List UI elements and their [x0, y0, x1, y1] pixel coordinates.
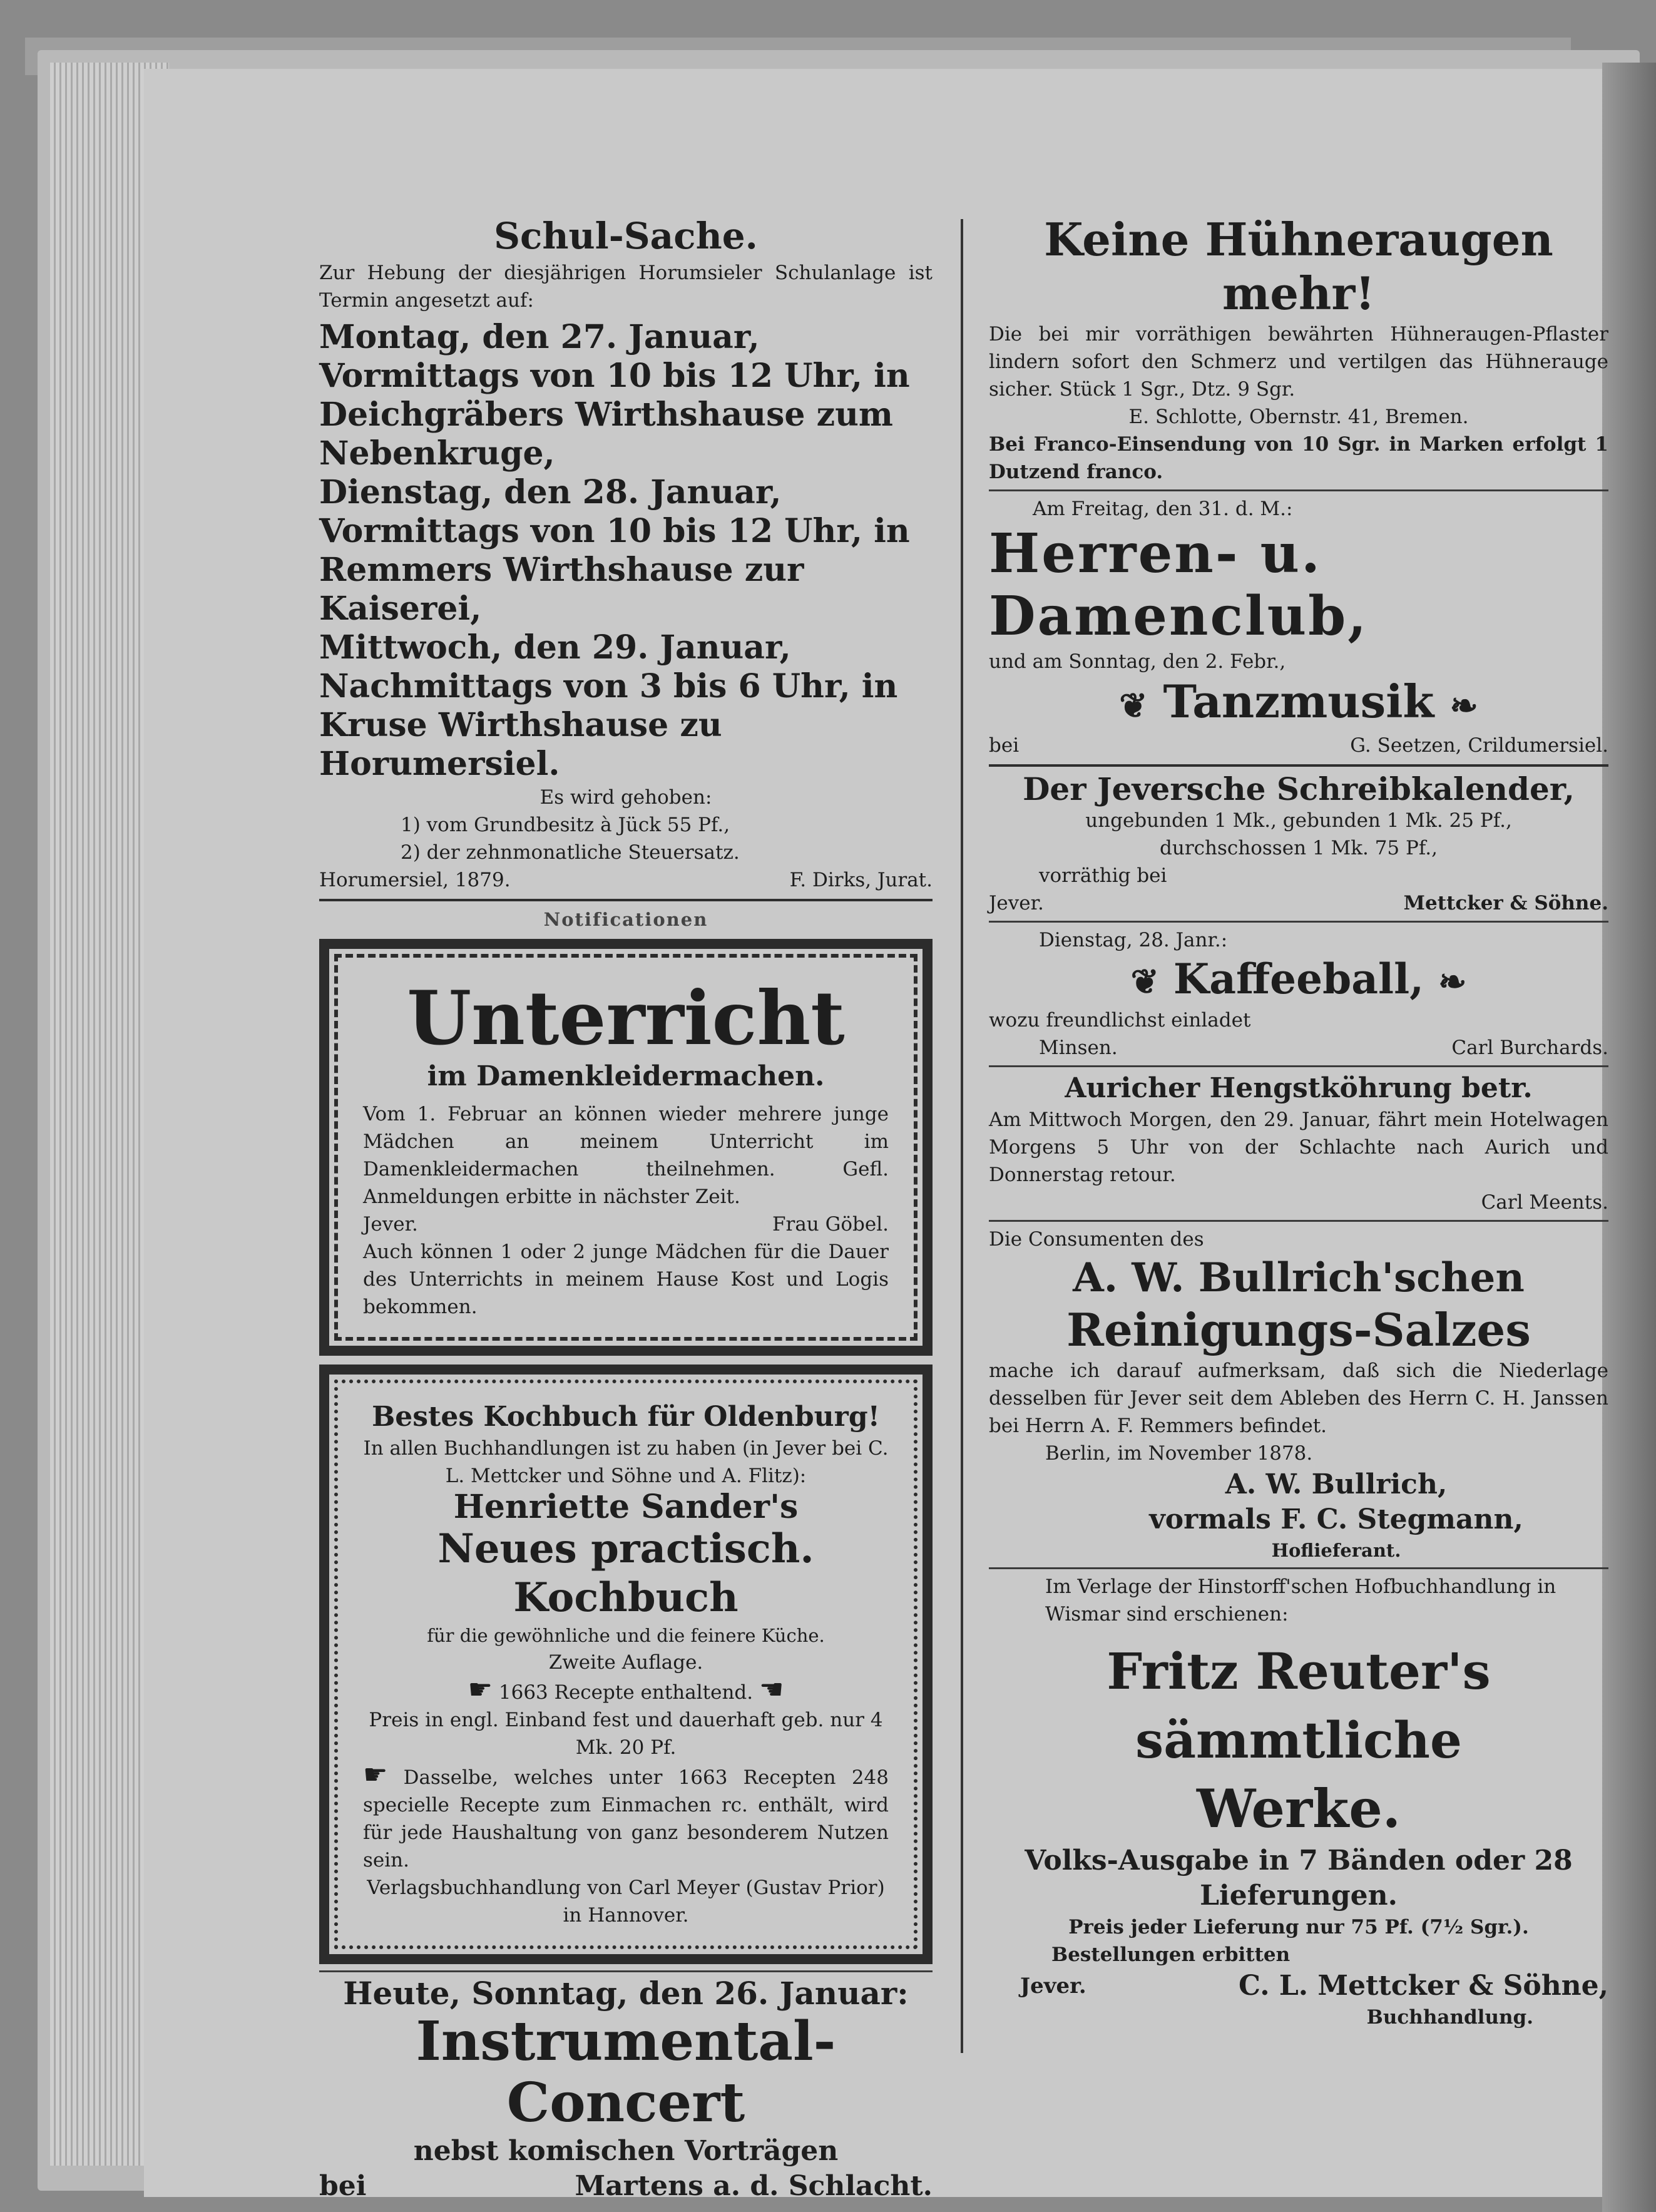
concert-title: Instrumental-Concert [416, 2010, 836, 2134]
bullrich-body: mache ich darauf aufmerksam, daß sich die Niederlage desselben für Jever seit dem Ableben des Herrn C. H. Janssen bei Herrn A. F. Remmers befindet. [989, 1359, 1608, 1437]
club-sunday: und am Sonntag, den 2. Febr., [989, 650, 1286, 673]
unterricht-ad [319, 939, 933, 1356]
reuter-seller-line [989, 1969, 1608, 2004]
kaffee-title: Kaffeeball, [1173, 955, 1424, 1003]
kochbuch-ad [319, 1365, 933, 1964]
bullrich-ad [989, 1226, 1608, 1564]
huehner-body: Die bei mir vorräthigen bewährten Hühneraugen-Pflaster lindern sofort den Schmerz und vertilgen das Hühnerauge sicher. Stück 1 Sgr., Dtz. 9 Sgr. [989, 323, 1608, 401]
huehner-title: Keine Hühneraugen mehr! [1044, 213, 1553, 320]
reuter-orders: Bestellungen erbitten [1051, 1943, 1291, 1966]
notificationen-heading: Notificationen [543, 909, 708, 930]
bullrich-former: vormals F. C. Stegmann, [1149, 1503, 1523, 1535]
unterricht-extra: Auch können 1 oder 2 junge Mädchen für die Dauer des Unterrichts in meinem Hause Kost und Logis bekommen. [363, 1241, 889, 1318]
concert-bei: bei [319, 2170, 367, 2202]
pointing-hand-icon: ☚ [759, 1674, 784, 1706]
pointing-hand-icon: ☛ [468, 1674, 493, 1706]
club-host-line [989, 732, 1608, 759]
schreibkalender-ad [989, 772, 1608, 917]
concert-place: Martens a. d. Schlacht. [575, 2170, 933, 2202]
hengstkoehrung-ad [989, 1071, 1608, 1216]
kochbuch-author: Henriette Sander's [453, 1488, 799, 1526]
schul-term-1: Montag, den 27. Januar, Vormittags von 10 bis 12 Uhr, in Deichgräbers Wirthshause zum Nebenkruge, [319, 318, 910, 473]
schul-place: Horumersiel, 1879. [319, 869, 511, 891]
unterricht-body: Vom 1. Februar an können wieder mehrere junge Mädchen an meinem Unterricht im Damenkleidermachen theilnehmen. Gefl. Anmeldungen erbitte in nächster Zeit. [363, 1103, 889, 1208]
kalender-avail: vorräthig bei [1039, 864, 1167, 887]
schul-signer: F. Dirks, Jurat. [789, 869, 933, 891]
kochbuch-recipes: 1663 Recepte enthaltend. [498, 1681, 754, 1704]
kochbuch-availability: In allen Buchhandlungen ist zu haben (in Jever bei C. L. Mettcker und Söhne und A. Flitz): [363, 1437, 889, 1487]
reuter-price: Preis jeder Lieferung nur 75 Pf. (7½ Sgr.). [1068, 1916, 1529, 1938]
schul-item-1: 1) vom Grundbesitz à Jück 55 Pf., [401, 814, 730, 836]
hengst-title: Auricher Hengstköhrung betr. [1065, 1072, 1533, 1104]
bullrich-title-2: Reinigungs-Salzes [1066, 1303, 1531, 1356]
rule [989, 489, 1608, 491]
schul-term-2: Dienstag, den 28. Januar, Vormittags von 10 bis 12 Uhr, in Remmers Wirthshause zur Kaiserei, [319, 473, 910, 628]
club-bei: bei [989, 734, 1020, 757]
hengst-body: Am Mittwoch Morgen, den 29. Januar, fährt mein Hotelwagen Morgens 5 Uhr von der Schlachte nach Aurich und Donnerstag retour. [989, 1109, 1608, 1186]
unterricht-signer: Frau Göbel. [772, 1213, 889, 1236]
unterricht-title: Unterricht [407, 975, 845, 1062]
rule [989, 764, 1608, 767]
kaffee-title-line [989, 954, 1608, 1006]
kaffeeball-ad [989, 926, 1608, 1062]
kochbuch-recipes-line [363, 1676, 889, 1706]
kaffee-invite: wozu freundlichst einladet [989, 1009, 1251, 1032]
flourish-right-icon: ❧ [1438, 961, 1467, 1001]
kaffee-host: Carl Burchards. [1451, 1037, 1608, 1059]
kochbuch-book: Neues practisch. Kochbuch [437, 1525, 814, 1621]
right-column [989, 213, 1608, 2031]
huehner-franco: Bei Franco-Einsendung von 10 Sgr. in Marken erfolgt 1 Dutzend franco. [989, 433, 1608, 483]
reuter-seller: C. L. Mettcker & Söhne, [1238, 1970, 1608, 2002]
kochbuch-publisher: Verlagsbuchhandlung von Carl Meyer (Gustav Prior) in Hannover. [367, 1877, 885, 1927]
kochbuch-edition: Zweite Auflage. [548, 1651, 703, 1674]
rule [989, 1065, 1608, 1067]
kaffee-date: Dienstag, 28. Janr.: [1039, 929, 1228, 951]
reuter-place: Jever. [1020, 1974, 1086, 1999]
huehneraugen-ad [989, 213, 1608, 486]
reuter-title-1: Fritz Reuter's sämmtliche [1107, 1642, 1491, 1769]
kalender-title: Der Jeversche Schreibkalender, [1023, 771, 1575, 807]
club-host: G. Seetzen, Crildumersiel. [1350, 734, 1608, 757]
bullrich-dateline: Berlin, im November 1878. [1045, 1442, 1313, 1465]
concert-subline: nebst komischen Vorträgen [413, 2135, 839, 2167]
hengst-signer: Carl Meents. [1481, 1191, 1608, 1214]
kochbuch-same: Dasselbe, welches unter 1663 Recepten 248 specielle Recepte zum Einmachen rc. enthält, wird für jede Haushaltung von ganz besonderem Nutzen sein. [363, 1766, 889, 1871]
club-dance: Tanzmusik [1163, 675, 1434, 728]
bullrich-name: A. W. Bullrich, [1225, 1468, 1448, 1500]
schul-title: Schul-Sache. [494, 215, 758, 257]
schul-signature [319, 866, 933, 894]
flourish-left-icon: ❦ [1130, 961, 1159, 1001]
reuter-edition: Volks-Ausgabe in 7 Bänden oder 28 Lieferungen. [1025, 1845, 1573, 1912]
schul-term-3: Mittwoch, den 29. Januar, Nachmittags von 3 bis 6 Uhr, in Kruse Wirthshause zu Horumersiel. [319, 628, 898, 783]
rule [319, 899, 933, 901]
schul-sache-notice [319, 213, 933, 894]
reuter-ad [989, 1573, 1608, 2031]
schul-raised: Es wird gehoben: [539, 786, 712, 809]
concert-date: Heute, Sonntag, den 26. Januar: [343, 1975, 909, 2012]
schul-intro: Zur Hebung der diesjährigen Horumsieler Schulanlage ist Termin angesetzt auf: [319, 262, 933, 312]
reuter-title-2: Werke. [1196, 1778, 1401, 1840]
kalender-seller-line [989, 889, 1608, 917]
kaffee-host-line [989, 1034, 1608, 1062]
schul-item-2: 2) der zehnmonatliche Steuersatz. [401, 841, 740, 864]
rule [989, 1220, 1608, 1222]
kochbuch-price: Preis in engl. Einband fest und dauerhaft geb. nur 4 Mk. 20 Pf. [369, 1709, 883, 1759]
kalender-prices-2: durchschossen 1 Mk. 75 Pf., [1160, 837, 1438, 859]
column-divider [961, 219, 963, 2053]
club-dance-line [989, 675, 1608, 732]
unterricht-signature [363, 1211, 889, 1238]
unterricht-subtitle: im Damenkleidermachen. [427, 1060, 825, 1092]
kochbuch-same-line [363, 1761, 889, 1874]
rule [319, 1970, 933, 1972]
club-title: Herren- u. Damenclub, [989, 522, 1369, 648]
damenclub-ad [989, 495, 1608, 759]
kochbuch-title: Bestes Kochbuch für Oldenburg! [372, 1401, 880, 1433]
bullrich-lead: Die Consumenten des [989, 1228, 1204, 1251]
huehner-seller: E. Schlotte, Obernstr. 41, Bremen. [1128, 406, 1469, 428]
left-column [319, 213, 933, 2204]
rule [989, 921, 1608, 923]
club-date: Am Freitag, den 31. d. M.: [1033, 498, 1293, 520]
kalender-place: Jever. [989, 892, 1044, 914]
kalender-prices-1: ungebunden 1 Mk., gebunden 1 Mk. 25 Pf., [1085, 809, 1512, 832]
kalender-seller: Mettcker & Söhne. [1403, 892, 1608, 914]
bullrich-title-1: A. W. Bullrich'schen [1073, 1254, 1525, 1301]
pointing-hand-icon: ☛ [363, 1759, 388, 1791]
kochbuch-for: für die gewöhnliche und die feinere Küche. [427, 1625, 825, 1646]
book-gutter [1602, 63, 1656, 2212]
bullrich-hoflieferant: Hoflieferant. [1271, 1540, 1401, 1561]
flourish-left-icon: ❦ [1119, 685, 1148, 725]
kaffee-place: Minsen. [1039, 1037, 1118, 1059]
flourish-right-icon: ❧ [1449, 685, 1478, 725]
reuter-seller-2: Buchhandlung. [1366, 2006, 1533, 2029]
rule [989, 1567, 1608, 1569]
reuter-intro: Im Verlage der Hinstorff'schen Hofbuchhandlung in Wismar sind erschienen: [1045, 1575, 1556, 1626]
concert-ad [319, 1976, 933, 2204]
concert-venue [319, 2169, 933, 2204]
unterricht-place: Jever. [363, 1213, 418, 1236]
